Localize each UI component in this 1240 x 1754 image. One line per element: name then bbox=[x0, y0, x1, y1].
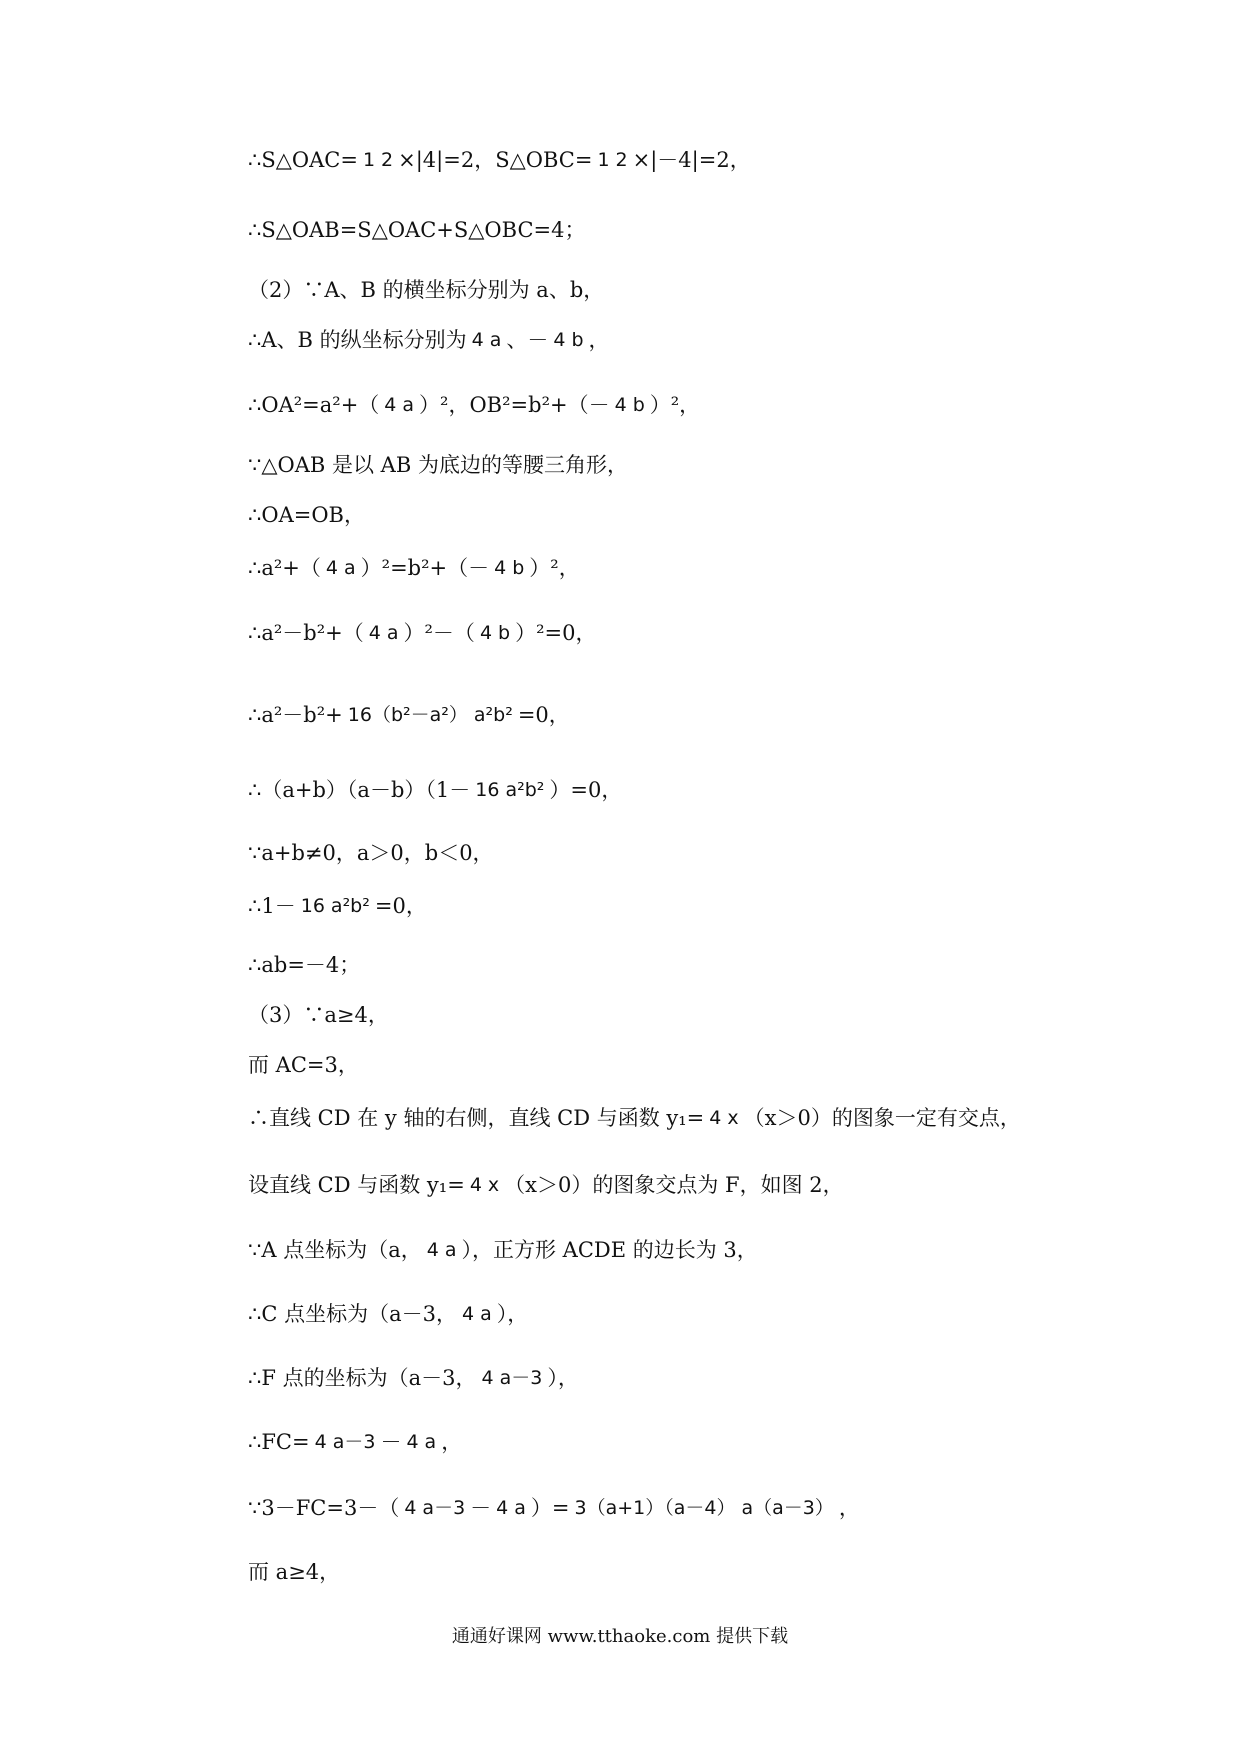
text-run: ）， bbox=[496, 1301, 529, 1326]
fraction-denominator: a bbox=[514, 1497, 526, 1519]
text-run: ∴S△OAC= bbox=[248, 147, 358, 172]
fraction-numerator: 16 bbox=[475, 779, 500, 801]
text-run: ∴直线 CD 在 y 轴的右侧，直线 CD 与函数 y₁= bbox=[248, 1105, 705, 1130]
text-run: ∴a²+（ bbox=[248, 555, 321, 580]
fraction-denominator: 2 bbox=[615, 149, 628, 171]
fraction bbox=[360, 148, 396, 172]
text-run: ）²=b²+（－ bbox=[360, 555, 490, 580]
text-run: ， bbox=[838, 1495, 860, 1520]
fraction-numerator: 4 bbox=[426, 1239, 439, 1261]
solution-line bbox=[248, 452, 628, 477]
text-run: ， bbox=[588, 327, 610, 352]
fraction-numerator: 4 bbox=[461, 1303, 475, 1325]
text-run: =0， bbox=[517, 702, 570, 727]
fraction-denominator: a bbox=[424, 1431, 437, 1453]
text-run: ）， bbox=[547, 1365, 579, 1390]
fraction-denominator: a bbox=[402, 394, 415, 416]
text-run: ∵3－FC=3－（ bbox=[248, 1495, 400, 1520]
fraction-numerator: 4 bbox=[325, 557, 338, 579]
fraction bbox=[312, 1430, 379, 1454]
fraction bbox=[612, 393, 648, 417]
fraction-numerator: 4 bbox=[404, 1497, 417, 1519]
fraction bbox=[491, 556, 527, 580]
text-run: ， bbox=[441, 1429, 463, 1454]
text-run: ∴A、B 的纵坐标分别为 bbox=[248, 327, 467, 352]
fraction-numerator: 4 bbox=[469, 1174, 482, 1196]
fraction-denominator: x bbox=[487, 1174, 500, 1196]
fraction bbox=[459, 1302, 495, 1326]
fraction-denominator: a－3 bbox=[422, 1497, 466, 1519]
text-run: ∴OA=OB， bbox=[248, 502, 365, 527]
solution-line bbox=[248, 1496, 860, 1520]
text-run: ×|4|=2，S△OBC= bbox=[398, 147, 593, 172]
text-run: （x＞0）的图象交点为 F，如图 2， bbox=[504, 1172, 844, 1197]
fraction bbox=[403, 1430, 439, 1454]
text-run: ∵A 点坐标为（a， bbox=[248, 1237, 422, 1262]
fraction-denominator: b bbox=[498, 622, 511, 644]
text-run: ∴FC= bbox=[248, 1429, 310, 1454]
fraction-denominator: b bbox=[632, 394, 645, 416]
solution-line bbox=[248, 952, 361, 977]
fraction-denominator: a bbox=[480, 1303, 492, 1325]
solution-line bbox=[248, 1559, 341, 1584]
text-run: ∴a²－b²+ bbox=[248, 702, 343, 727]
fraction-numerator: 4 bbox=[481, 1367, 494, 1389]
fraction-numerator: 4 bbox=[471, 329, 484, 351]
fraction-numerator: 4 bbox=[406, 1431, 419, 1453]
fraction bbox=[401, 1496, 468, 1520]
fraction bbox=[298, 894, 373, 918]
text-run: ）²－（ bbox=[403, 620, 475, 645]
fraction-numerator: 3（a+1）（a－4） bbox=[574, 1497, 736, 1519]
fraction-numerator: 4 bbox=[479, 622, 493, 644]
solution-line bbox=[248, 1173, 844, 1197]
fraction-numerator: 4 bbox=[368, 622, 381, 644]
text-run: ∴C 点坐标为（a－3， bbox=[248, 1301, 457, 1326]
page-footer: 通通好课网 www.tthaoke.com 提供下载 bbox=[451, 1626, 789, 1647]
text-run: 、－ bbox=[506, 327, 549, 352]
fraction-denominator: a－3 bbox=[499, 1367, 543, 1389]
fraction-denominator: a bbox=[344, 557, 356, 579]
fraction-numerator: 16（b²－a²） bbox=[347, 704, 468, 726]
fraction bbox=[572, 1496, 837, 1520]
fraction-denominator: a²b² bbox=[330, 895, 370, 917]
fraction bbox=[381, 393, 417, 417]
fraction bbox=[594, 148, 630, 172]
fraction bbox=[424, 1238, 460, 1262]
text-run: ）²， bbox=[529, 555, 580, 580]
solution-line bbox=[248, 1052, 359, 1077]
text-run: 而 AC=3， bbox=[248, 1052, 359, 1077]
solution-line bbox=[248, 1302, 528, 1326]
fraction-numerator: 1 bbox=[362, 149, 376, 171]
fraction bbox=[472, 778, 547, 802]
solution-line bbox=[248, 703, 570, 727]
solution-line bbox=[248, 894, 427, 918]
text-run: ）²=0， bbox=[515, 620, 597, 645]
solution-line bbox=[248, 1106, 1021, 1130]
text-run: ）= bbox=[530, 1495, 570, 1520]
solution-line bbox=[248, 393, 700, 417]
text-run: － bbox=[380, 1429, 402, 1454]
solution-line bbox=[248, 778, 622, 802]
text-run: ），正方形 ACDE 的边长为 3， bbox=[461, 1237, 758, 1262]
fraction bbox=[467, 1173, 502, 1197]
text-run: ∴a²－b²+（ bbox=[248, 620, 364, 645]
text-run: ∴（a+b）（a－b）（1－ bbox=[248, 777, 471, 802]
solution-line bbox=[248, 556, 580, 580]
text-run: ∴F 点的坐标为（a－3， bbox=[248, 1365, 477, 1390]
fraction bbox=[345, 703, 516, 727]
text-run: （2）∵A、B 的横坐标分别为 a、b， bbox=[248, 277, 605, 302]
solution-line bbox=[248, 840, 494, 865]
fraction-numerator: 4 bbox=[384, 394, 397, 416]
text-run: ∴S△OAB=S△OAC+S△OBC=4； bbox=[248, 217, 586, 242]
text-run: （3）∵a≥4， bbox=[248, 1002, 389, 1027]
fraction-numerator: 16 bbox=[300, 895, 325, 917]
solution-line bbox=[248, 1238, 758, 1262]
fraction bbox=[706, 1106, 741, 1130]
text-run: ∴OA²=a²+（ bbox=[248, 392, 380, 417]
text-run: ×|－4|=2， bbox=[632, 147, 751, 172]
solution-line bbox=[248, 328, 610, 352]
fraction-numerator: 1 bbox=[597, 149, 610, 171]
fraction-denominator: a（a－3） bbox=[741, 1497, 834, 1519]
fraction bbox=[469, 328, 505, 352]
fraction-numerator: 4 bbox=[494, 557, 507, 579]
fraction-numerator: 4 bbox=[553, 329, 566, 351]
fraction-denominator: a²b² bbox=[473, 704, 513, 726]
text-run: 设直线 CD 与函数 y₁= bbox=[248, 1172, 465, 1197]
fraction-denominator: b bbox=[512, 557, 525, 579]
solution-line bbox=[248, 1366, 579, 1390]
fraction bbox=[550, 328, 586, 352]
solution-line bbox=[248, 277, 605, 302]
text-run: ）=0， bbox=[549, 777, 623, 802]
text-run: ∵a+b≠0，a＞0，b＜0， bbox=[248, 840, 494, 865]
text-run: 而 a≥4， bbox=[248, 1559, 341, 1584]
solution-line bbox=[248, 502, 365, 527]
text-run: ）²， bbox=[649, 392, 701, 417]
fraction-denominator: a bbox=[444, 1239, 457, 1261]
solution-line bbox=[248, 621, 596, 645]
fraction-denominator: b bbox=[571, 329, 584, 351]
text-run: =0， bbox=[374, 893, 427, 918]
fraction bbox=[366, 621, 402, 645]
text-run: ∴ab=－4； bbox=[248, 952, 361, 977]
fraction-denominator: 2 bbox=[381, 149, 394, 171]
fraction-denominator: a bbox=[386, 622, 399, 644]
fraction-denominator: a bbox=[489, 329, 502, 351]
fraction bbox=[477, 621, 513, 645]
fraction bbox=[493, 1496, 529, 1520]
fraction-denominator: a－3 bbox=[332, 1431, 376, 1453]
text-run: ）²，OB²=b²+（－ bbox=[419, 392, 610, 417]
text-run: （x＞0）的图象一定有交点， bbox=[743, 1105, 1021, 1130]
text-run: ∴1－ bbox=[248, 893, 296, 918]
fraction-numerator: 4 bbox=[614, 394, 627, 416]
fraction-numerator: 4 bbox=[496, 1497, 509, 1519]
text-run: ∵△OAB 是以 AB 为底边的等腰三角形， bbox=[248, 452, 628, 477]
fraction bbox=[479, 1366, 546, 1390]
fraction bbox=[323, 556, 359, 580]
solution-line bbox=[248, 1002, 389, 1027]
fraction-numerator: 4 bbox=[314, 1431, 327, 1453]
solution-line bbox=[248, 217, 586, 242]
solution-line bbox=[248, 148, 751, 172]
fraction-numerator: 4 bbox=[709, 1107, 722, 1129]
solution-line bbox=[248, 1430, 462, 1454]
fraction-denominator: x bbox=[727, 1107, 739, 1129]
text-run: － bbox=[470, 1495, 492, 1520]
fraction-denominator: a²b² bbox=[505, 779, 545, 801]
